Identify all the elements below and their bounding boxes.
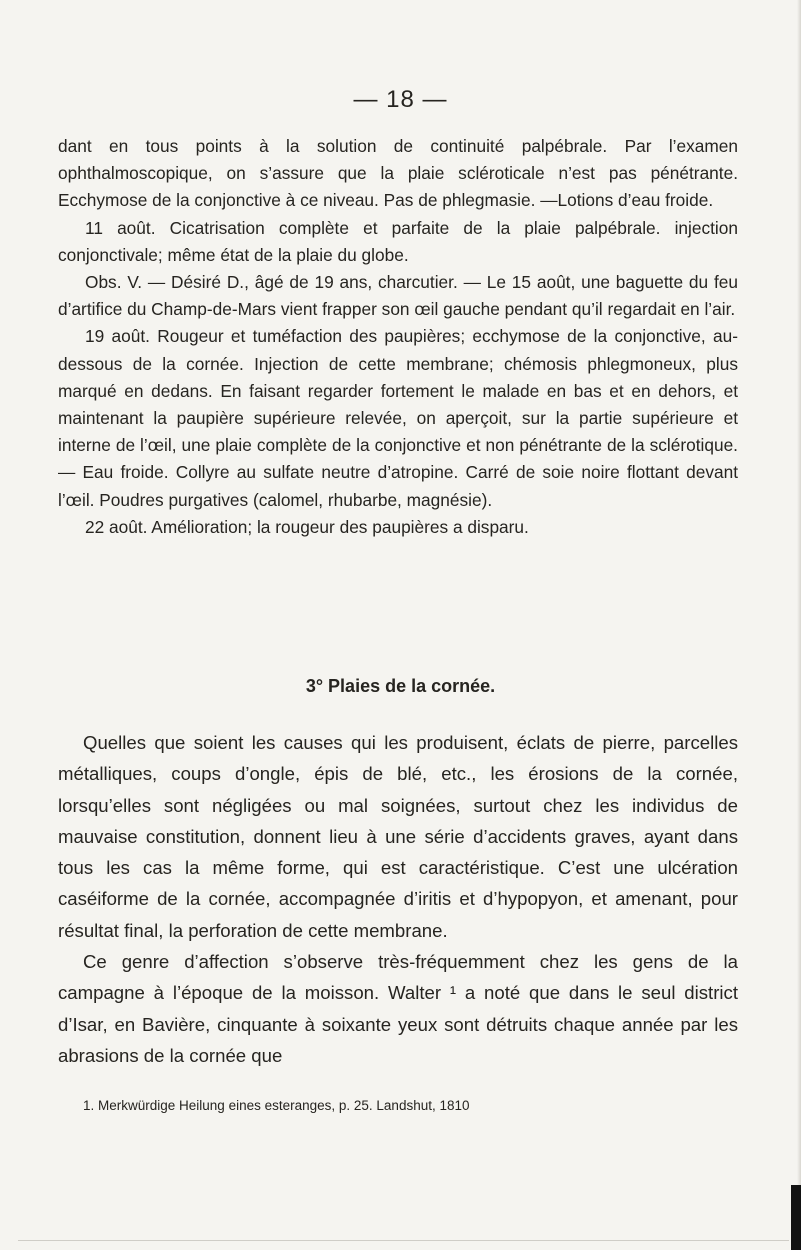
section-heading: 3° Plaies de la cornée. xyxy=(305,676,496,696)
paragraph-frequency: Ce genre d’affection s’observe très-fréquemment chez les gens de la campagne à l’époque de la moisson. Walter ¹ a noté que dans le seul district d’Isar, en Bavière, cinquante à soixante yeux sont détruits chaque année par les abrasions de la cornée que xyxy=(58,951,738,1066)
bottom-edge-line xyxy=(18,1240,789,1241)
page-number: — 18 — xyxy=(353,86,448,113)
paragraph-aug-19: 19 août. Rougeur et tuméfaction des paupières; ecchymose de la conjonctive, au-dessous de la cornée. Injection de cette membrane; chémosis phlegmoneux, plus marqué en dedans. En faisant regarder fortement le malade en bas et en dehors, et maintenant la paupière supérieure relevée, on aperçoit, sur la partie supérieure et interne de l’œil, une plaie complète de la conjonctive et non pénétrante de la sclérotique. — Eau froide. Collyre au sulfate neutre d’atropine. Carré de soie noire flottant devant l’œil. Poudres purgatives (calomel, rhubarbe, magnésie). xyxy=(58,326,738,510)
page-edge-shadow xyxy=(797,0,801,1250)
paragraph-causes: Quelles que soient les causes qui les produisent, éclats de pierre, parcelles métalliques, coups d’ongle, épis de blé, etc., les érosions de la cornée, lorsqu’elles sont négligées ou mal soignées, surtout chez les individus de mauvaise constitution, donnent lieu à une série d’accidents graves, ayant dans tous les cas la même forme, qui est caractéristique. C’est une ulcération caséiforme de la cornée, accompagnée d’iritis et d’hypopyon, et amenant, pour résultat final, la perforation de cette membrane. xyxy=(58,732,738,941)
paragraph-aug-22: 22 août. Amélioration; la rougeur des paupières a disparu. xyxy=(85,516,529,537)
case-notes xyxy=(58,133,738,541)
paragraph-obs-v: Obs. V. — Désiré D., âgé de 19 ans, charcutier. — Le 15 août, une baguette du feu d’artifice du Champ-de-Mars vient frapper son œil gauche pendant qu’il regardait en l’air. xyxy=(58,272,738,320)
section-body xyxy=(58,727,738,1071)
paragraph-aug-11: 11 août. Cicatrisation complète et parfaite de la plaie palpébrale. injection conjonctivale; même état de la plaie du globe. xyxy=(58,217,738,265)
paragraph-continuation: dant en tous points à la solution de continuité palpébrale. Par l’examen ophthalmoscopique, on s’assure que la plaie scléroticale n’est pas pénétrante. Ecchymose de la conjonctive à ce niveau. Pas de phlegmasie. —Lotions d’eau froide. xyxy=(58,136,738,211)
edge-ink-blot xyxy=(791,1185,801,1250)
footnote: 1. Merkwürdige Heilung eines esteranges, p. 25. Landshut, 1810 xyxy=(83,1098,470,1113)
